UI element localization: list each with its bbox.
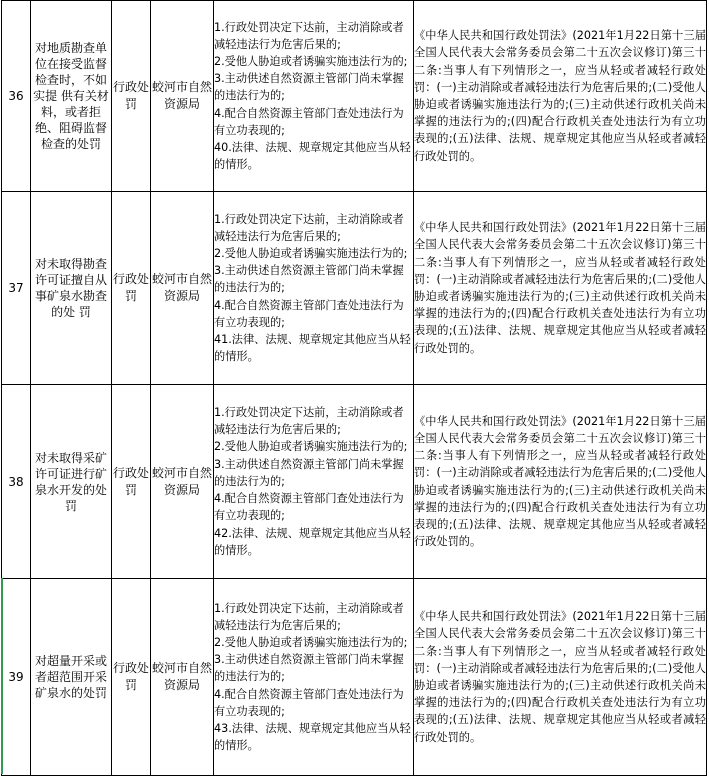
- item-department[interactable]: 蛟河市自然资源局: [151, 1, 214, 192]
- mitigation-conditions[interactable]: [214, 385, 414, 579]
- table-row: [2, 385, 707, 579]
- table-row: [2, 1, 707, 192]
- discretion-table: [1, 0, 707, 776]
- table-row: [2, 579, 707, 776]
- item-type[interactable]: 行政处罚: [112, 192, 151, 385]
- condition-line: 41.法律、法规、规章规定其他应当从轻的情形。: [214, 333, 411, 364]
- item-number[interactable]: 39: [2, 579, 31, 776]
- condition-line: 3.主动供述自然资源主管部门尚未掌握的违法行为的;: [214, 264, 404, 295]
- legal-basis[interactable]: 《中华人民共和国行政处罚法》(2021年1月22日第十三届全国人民代表大会常务委员会第二十五次会议修订)第三十二条:当事人有下列情形之一，应当从轻或者减轻行政处罚：(一)主动消除或者减轻违法行为危害后果的;(二)受他人胁迫或者诱骗实施违法行为的;(三)主动供述行政机关尚未掌握的违法行为的;(四)配合行政机关查处违法行为有立功表现的;(五)法律、法规、规章规定其他应当从轻或者减轻行政处罚的。: [414, 192, 707, 385]
- condition-line: 3.主动供述自然资源主管部门尚未掌握的违法行为的;: [214, 72, 404, 103]
- item-number[interactable]: 38: [2, 385, 31, 579]
- legal-basis[interactable]: 《中华人民共和国行政处罚法》(2021年1月22日第十三届全国人民代表大会常务委员会第二十五次会议修订)第三十二条:当事人有下列情形之一，应当从轻或者减轻行政处罚：(一)主动消除或者减轻违法行为危害后果的;(二)受他人胁迫或者诱骗实施违法行为的;(三)主动供述行政机关尚未掌握的违法行为的;(四)配合行政机关查处违法行为有立功表现的;(五)法律、法规、规章规定其他应当从轻或者减轻行政处罚的。: [414, 1, 707, 192]
- item-department[interactable]: 蛟河市自然资源局: [151, 385, 214, 579]
- condition-line: 1.行政处罚决定下达前，主动消除或者减轻违法行为危害后果的;: [214, 20, 404, 51]
- item-type[interactable]: 行政处罚: [112, 385, 151, 579]
- condition-line: 2.受他人胁迫或者诱骗实施违法行为的;: [214, 440, 408, 454]
- condition-line: 1.行政处罚决定下达前，主动消除或者减轻违法行为危害后果的;: [214, 406, 404, 437]
- condition-line: 3.主动供述自然资源主管部门尚未掌握的违法行为的;: [214, 457, 404, 488]
- condition-line: 42.法律、法规、规章规定其他应当从轻的情形。: [214, 526, 411, 557]
- condition-line: 4.配合自然资源主管部门查处违法行为有立功表现的;: [214, 492, 404, 523]
- condition-line: 40.法律、法规、规章规定其他应当从轻的情形。: [214, 141, 411, 172]
- condition-line: 2.受他人胁迫或者诱骗实施违法行为的;: [214, 246, 408, 260]
- item-type[interactable]: 行政处罚: [112, 579, 151, 776]
- condition-line: 3.主动供述自然资源主管部门尚未掌握的违法行为的;: [214, 653, 404, 684]
- condition-line: 1.行政处罚决定下达前，主动消除或者减轻违法行为危害后果的;: [214, 212, 404, 243]
- condition-line: 4.配合自然资源主管部门查处违法行为有立功表现的;: [214, 298, 404, 329]
- row-selection-marker: [1, 578, 3, 774]
- item-name[interactable]: 对未取得勘查许可证擅自从事矿泉水勘查的处 罚: [31, 192, 112, 385]
- mitigation-conditions[interactable]: [214, 1, 414, 192]
- item-department[interactable]: 蛟河市自然资源局: [151, 192, 214, 385]
- item-name[interactable]: 对地质勘查单位在接受监督检查时，不如实提 供有关材料，或者拒绝、阻碍监督检查的处罚: [31, 1, 112, 192]
- item-number[interactable]: 37: [2, 192, 31, 385]
- condition-line: 4.配合自然资源主管部门查处违法行为有立功表现的;: [214, 106, 404, 137]
- condition-line: 2.受他人胁迫或者诱骗实施违法行为的;: [214, 54, 408, 68]
- item-number[interactable]: 36: [2, 1, 31, 192]
- item-name[interactable]: 对超量开采或者超范围开采矿泉水的处罚: [31, 579, 112, 776]
- legal-basis[interactable]: 《中华人民共和国行政处罚法》(2021年1月22日第十三届全国人民代表大会常务委员会第二十五次会议修订)第三十二条:当事人有下列情形之一，应当从轻或者减轻行政处罚：(一)主动消除或者减轻违法行为危害后果的;(二)受他人胁迫或者诱骗实施违法行为的;(三)主动供述行政机关尚未掌握的违法行为的;(四)配合行政机关查处违法行为有立功表现的;(五)法律、法规、规章规定其他应当从轻或者减轻行政处罚的。: [414, 385, 707, 579]
- item-name[interactable]: 对未取得采矿许可证进行矿泉水开发的处罚: [31, 385, 112, 579]
- mitigation-conditions[interactable]: [214, 579, 414, 776]
- condition-line: 4.配合自然资源主管部门查处违法行为有立功表现的;: [214, 687, 404, 718]
- mitigation-conditions[interactable]: [214, 192, 414, 385]
- item-type[interactable]: 行政处罚: [112, 1, 151, 192]
- condition-line: 2.受他人胁迫或者诱骗实施违法行为的;: [214, 635, 408, 649]
- item-department[interactable]: 蛟河市自然资源局: [151, 579, 214, 776]
- table-row: [2, 192, 707, 385]
- condition-line: 1.行政处罚决定下达前，主动消除或者减轻违法行为危害后果的;: [214, 601, 404, 632]
- condition-line: 43.法律、法规、规章规定其他应当从轻的情形。: [214, 722, 411, 753]
- legal-basis[interactable]: 《中华人民共和国行政处罚法》(2021年1月22日第十三届全国人民代表大会常务委员会第二十五次会议修订)第三十二条:当事人有下列情形之一，应当从轻或者减轻行政处罚：(一)主动消除或者减轻违法行为危害后果的;(二)受他人胁迫或者诱骗实施违法行为的;(三)主动供述行政机关尚未掌握的违法行为的;(四)配合行政机关查处违法行为有立功表现的;(五)法律、法规、规章规定其他应当从轻或者减轻行政处罚的。: [414, 579, 707, 776]
